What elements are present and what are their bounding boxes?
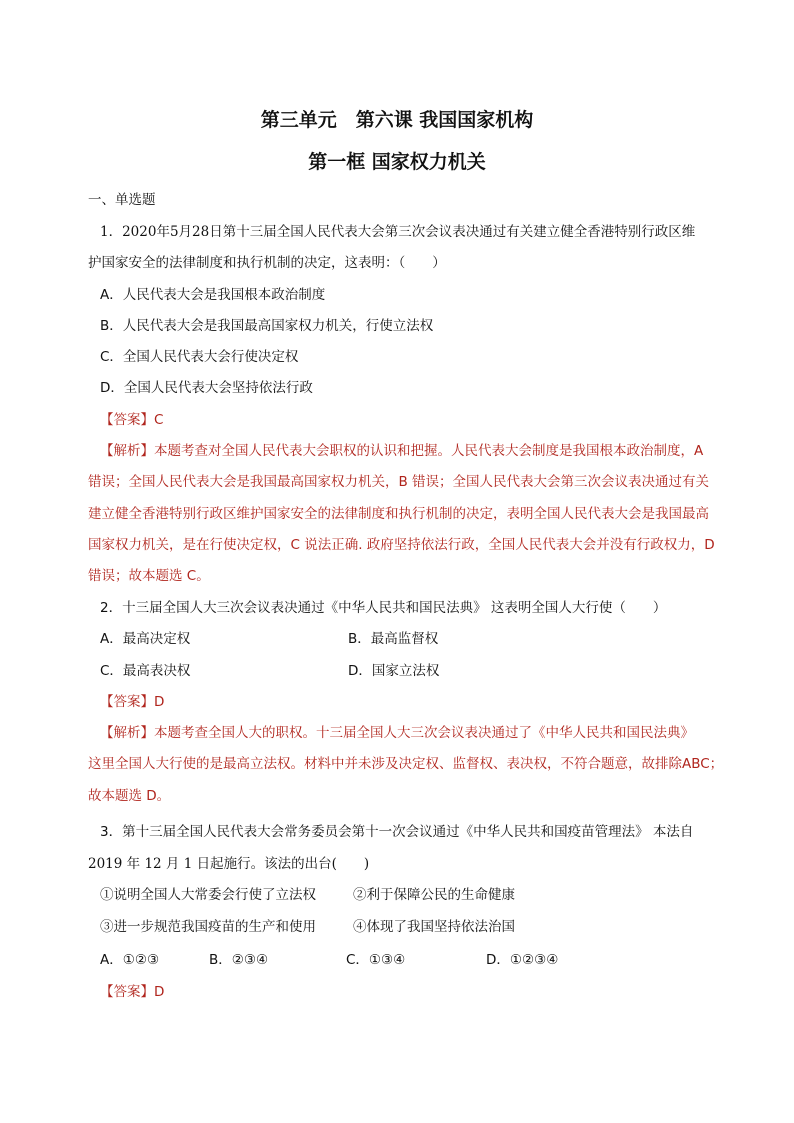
q1-option-b: B．人民代表大会是我国最高国家权力机关，行使立法权	[100, 318, 434, 334]
q2-option-d: D．国家立法权	[348, 663, 440, 679]
q3-answer: 【答案】D	[100, 984, 165, 1000]
q1-analysis-line-1: 【解析】本题考查对全国人民代表大会职权的认识和把握。人民代表大会制度是我国根本政治制度，A	[100, 443, 704, 459]
q1-option-d: D．全国人民代表大会坚持依法行政	[100, 380, 313, 396]
q1-option-c: C．全国人民代表大会行使决定权	[100, 349, 299, 365]
q3-stem-line-1: 3．第十三届全国人民代表大会常务委员会第十一次会议通过《中华人民共和国疫苗管理法》 本法自	[100, 824, 694, 840]
q2-answer: 【答案】D	[100, 694, 165, 710]
lesson-title: 第三单元 第六课 我国国家机构	[260, 109, 534, 131]
q3-option-b: B．②③④	[209, 952, 269, 968]
q1-analysis-line-2: 错误；全国人民代表大会是我国最高国家权力机关，B 错误；全国人民代表大会第三次会议表决通过有关	[88, 474, 710, 490]
q1-analysis-line-5: 错误；故本题选 C。	[88, 568, 210, 584]
q2-option-b: B．最高监督权	[348, 631, 439, 647]
q3-stem-line-2: 2019 年 12 月 1 日起施行。该法的出台( )	[88, 856, 370, 872]
q2-analysis-line-3: 故本题选 D。	[88, 788, 171, 804]
q1-option-a: A．人民代表大会是我国根本政治制度	[100, 287, 326, 303]
q1-answer: 【答案】C	[100, 412, 164, 428]
q3-option-a: A．①②③	[100, 952, 160, 968]
q2-analysis-line-1: 【解析】本题考查全国人大的职权。十三届全国人大三次会议表决通过了《中华人民共和国民法典》	[100, 725, 694, 741]
q3-item-3: ③进一步规范我国疫苗的生产和使用	[100, 919, 316, 935]
q2-analysis-line-2: 这里全国人大行使的是最高立法权。材料中并未涉及决定权、监督权、表决权，不符合题意，故排除ABC；	[88, 756, 724, 772]
q3-item-1: ①说明全国人大常委会行使了立法权	[100, 887, 316, 903]
q2-stem: 2．十三届全国人大三次会议表决通过《中华人民共和国民法典》 这表明全国人大行使（ ）	[100, 600, 667, 616]
q1-stem-line-2: 护国家安全的法律制度和执行机制的决定，这表明：（ ）	[88, 255, 446, 271]
q3-item-2: ②利于保障公民的生命健康	[353, 887, 515, 903]
q1-analysis-line-3: 建立健全香港特别行政区维护国家安全的法律制度和执行机制的决定，表明全国人民代表大会是我国最高	[88, 506, 709, 522]
q2-option-a: A．最高决定权	[100, 631, 191, 647]
q3-option-c: C．①③④	[346, 952, 406, 968]
section-heading: 一、单选题	[88, 192, 156, 208]
q3-option-d: D．①②③④	[486, 952, 559, 968]
q1-analysis-line-4: 国家权力机关，是在行使决定权，C 说法正确. 政府坚持依法行政，全国人民代表大会并没有行政权力，D	[88, 537, 715, 553]
q2-option-c: C．最高表决权	[100, 663, 191, 679]
q3-item-4: ④体现了我国坚持依法治国	[353, 919, 515, 935]
q1-stem-line-1: 1．2020年5月28日第十三届全国人民代表大会第三次会议表决通过有关建立健全香港特别行政区维	[100, 224, 696, 240]
frame-title: 第一框 国家权力机关	[308, 151, 486, 173]
